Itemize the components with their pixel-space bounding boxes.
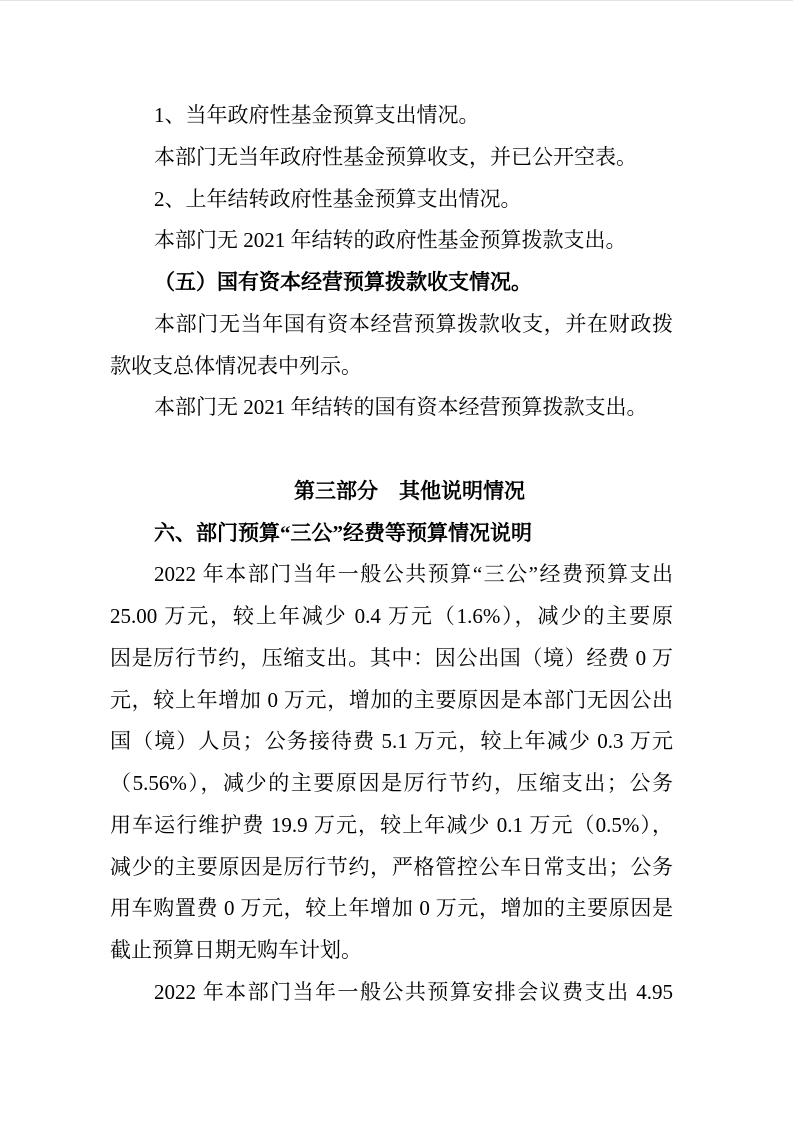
- paragraph-line: 用车运行维护费 19.9 万元，较上年减少 0.1 万元（0.5%），: [110, 812, 673, 837]
- part-heading: 第三部分 其他说明情况: [294, 478, 525, 503]
- paragraph-line: 本部门无当年政府性基金预算收支，并已公开空表。: [154, 144, 637, 169]
- paragraph-line: 2、上年结转政府性基金预算支出情况。: [154, 186, 522, 211]
- paragraph-line: 本部门无 2021 年结转的政府性基金预算拨款支出。: [154, 228, 627, 253]
- document-text-block: [110, 95, 673, 1014]
- paragraph-line: 2022 年本部门当年一般公共预算“三公”经费预算支出: [154, 562, 673, 587]
- paragraph-line: 1、当年政府性基金预算支出情况。: [154, 103, 480, 127]
- paragraph-line: 元，较上年增加 0 万元，增加的主要原因是本部门无因公出: [110, 687, 673, 712]
- paragraph-line: 因是厉行节约，压缩支出。其中：因公出国（境）经费 0 万: [110, 645, 673, 670]
- paragraph-line: 减少的主要原因是厉行节约，严格管控公车日常支出；公务: [110, 854, 673, 879]
- section-heading: 六、部门预算“三公”经费等预算情况说明: [154, 520, 532, 545]
- blank-line: [110, 429, 673, 471]
- paragraph-line: 2022 年本部门当年一般公共预算安排会议费支出 4.95: [154, 979, 673, 1004]
- subsection-heading: （五）国有资本经营预算拨款收支情况。: [154, 270, 532, 294]
- paragraph-line: 25.00 万元，较上年减少 0.4 万元（1.6%），减少的主要原: [110, 604, 673, 628]
- paragraph-line: 款收支总体情况表中列示。: [110, 353, 362, 378]
- paragraph-line: （5.56%），减少的主要原因是厉行节约，压缩支出；公务: [110, 771, 673, 795]
- paragraph-line: 本部门无当年国有资本经营预算拨款收支，并在财政拨: [154, 311, 673, 336]
- paragraph-line: 本部门无 2021 年结转的国有资本经营预算拨款支出。: [154, 395, 648, 420]
- paragraph-line: 国（境）人员；公务接待费 5.1 万元，较上年减少 0.3 万元: [110, 729, 673, 754]
- paragraph-line: 用车购置费 0 万元，较上年增加 0 万元，增加的主要原因是: [110, 896, 673, 921]
- paragraph-line: 截止预算日期无购车计划。: [110, 938, 362, 962]
